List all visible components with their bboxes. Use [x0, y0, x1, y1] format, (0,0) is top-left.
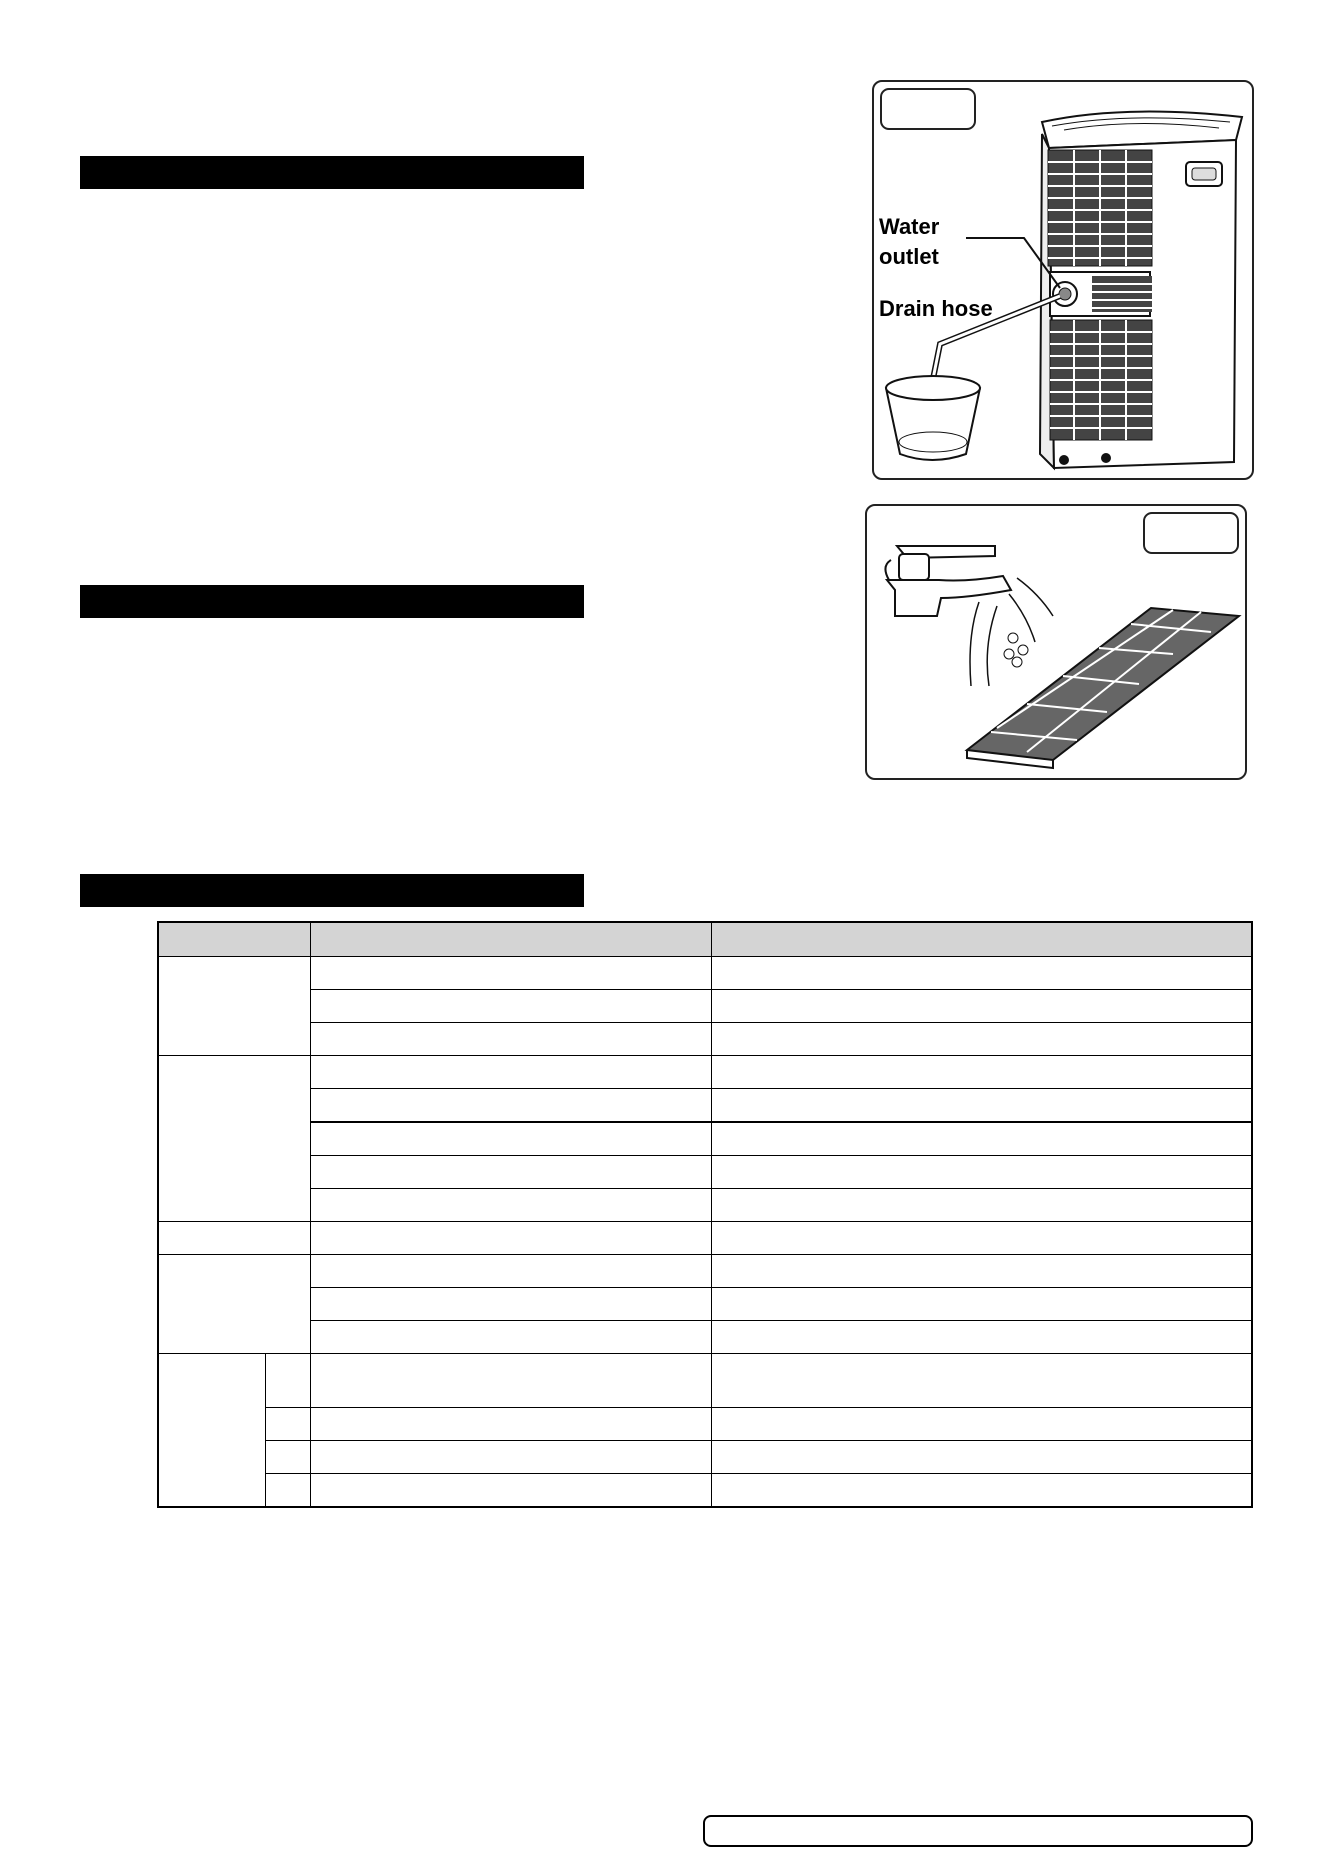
table-header-row: [158, 922, 1252, 957]
table-header-cell: [158, 922, 310, 957]
table-cell: [310, 1056, 711, 1089]
label-water-outlet-2: outlet: [879, 244, 939, 269]
table-cell: [158, 1056, 310, 1222]
table-row: [158, 1056, 1252, 1089]
table-cell: [711, 1441, 1252, 1474]
table-cell: [711, 1321, 1252, 1354]
label-water-outlet: Water: [879, 214, 940, 239]
table-row: [158, 1321, 1252, 1354]
table-row: [158, 1189, 1252, 1222]
table-cell: [711, 1156, 1252, 1189]
table-cell: [711, 1089, 1252, 1123]
table-row: [158, 1089, 1252, 1123]
table-cell: [711, 990, 1252, 1023]
table-cell: [711, 1023, 1252, 1056]
table-cell: [711, 1255, 1252, 1288]
table-cell: [158, 1255, 310, 1354]
figure-drain-hose: [872, 80, 1254, 480]
table-row: [158, 1408, 1252, 1441]
table-row: [158, 1023, 1252, 1056]
table-row: [158, 1474, 1252, 1508]
table-cell: [711, 1056, 1252, 1089]
label-drain-hose: Drain hose: [879, 296, 993, 321]
table-row: [158, 990, 1252, 1023]
table-cell: [310, 1354, 711, 1408]
table-cell: [265, 1441, 310, 1474]
table-cell: [265, 1408, 310, 1441]
table-cell: [310, 1089, 711, 1123]
table-cell: [711, 1222, 1252, 1255]
table-row: [158, 1441, 1252, 1474]
table-cell: [310, 1474, 711, 1508]
table-cell: [310, 1156, 711, 1189]
section-heading-bar-1: [80, 156, 584, 189]
table-row: [158, 1255, 1252, 1288]
table-cell: [711, 1474, 1252, 1508]
table-cell: [711, 957, 1252, 990]
table-header-cell: [711, 922, 1252, 957]
table-cell: [711, 1408, 1252, 1441]
table-cell: [310, 1441, 711, 1474]
table-cell: [158, 1222, 310, 1255]
filter-wash-illustration: [867, 506, 1245, 778]
table-row: [158, 1354, 1252, 1408]
table-cell: [310, 1408, 711, 1441]
table-cell: [711, 1288, 1252, 1321]
figure-filter-wash: [865, 504, 1247, 780]
table-cell: [265, 1354, 310, 1408]
table-cell: [310, 1122, 711, 1156]
troubleshooting-table: [157, 921, 1253, 1508]
table-cell: [310, 1023, 711, 1056]
section-heading-bar-3: [80, 874, 584, 907]
table-cell: [310, 1255, 711, 1288]
table-cell: [711, 1189, 1252, 1222]
table-row: [158, 1122, 1252, 1156]
table-cell: [711, 1354, 1252, 1408]
section-heading-bar-2: [80, 585, 584, 618]
table-cell: [158, 957, 310, 1056]
dehumidifier-illustration: [874, 82, 1252, 478]
table-row: [158, 1156, 1252, 1189]
table-cell: [711, 1122, 1252, 1156]
table-header-cell: [310, 922, 711, 957]
table-cell: [310, 1189, 711, 1222]
table-cell: [310, 957, 711, 990]
table-row: [158, 1288, 1252, 1321]
table-cell: [310, 1222, 711, 1255]
table-cell: [265, 1474, 310, 1508]
table-cell: [310, 990, 711, 1023]
table-row: [158, 957, 1252, 990]
table-cell: [310, 1321, 711, 1354]
table-cell: [158, 1354, 265, 1508]
table-row: [158, 1222, 1252, 1255]
table-cell: [310, 1288, 711, 1321]
footer-info-box: [703, 1815, 1253, 1847]
